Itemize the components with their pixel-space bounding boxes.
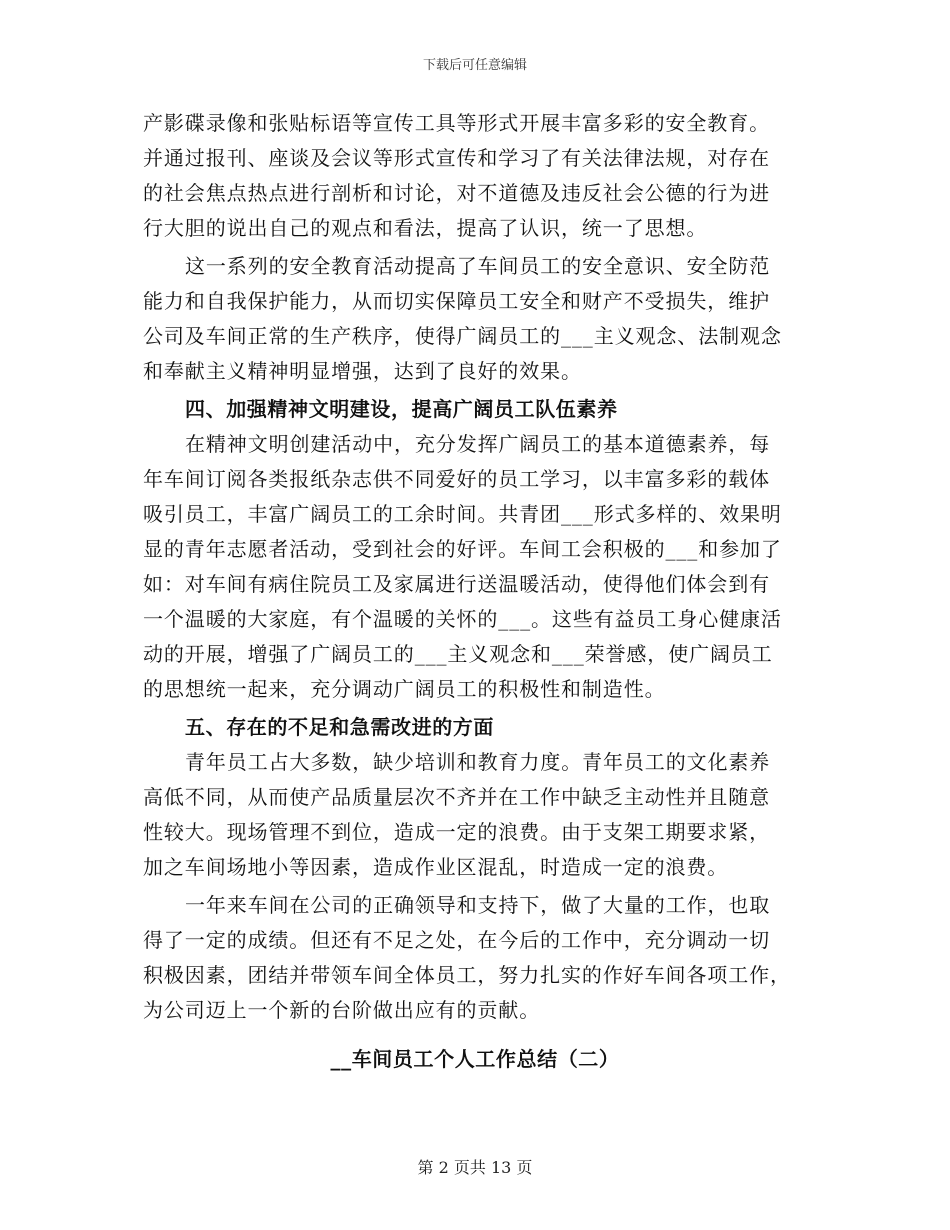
text-line: 这一系列的安全教育活动提高了车间员工的安全意识、安全防范 — [185, 254, 771, 278]
text-line: 显的青年志愿者活动，受到社会的好评。车间工会积极的___和参加了 — [143, 537, 782, 561]
text-line: 并通过报刊、座谈及会议等形式宣传和学习了有关法律法规，对存在 — [143, 146, 770, 170]
text-line: 为公司迈上一个新的台阶做出应有的贡献。 — [143, 998, 541, 1022]
page-footer: 第 2 页共 13 页 — [417, 1158, 533, 1177]
paragraph-shortcomings — [143, 745, 807, 885]
text-line: 年车间订阅各类报纸杂志供不同爱好的员工学习，以丰富多彩的载体 — [143, 467, 770, 491]
text-line: 一年来车间在公司的正确领导和支持下，做了大量的工作，也取 — [185, 893, 771, 917]
paragraph-spiritual-civilization — [143, 427, 807, 707]
text-line: 如：对车间有病住院员工及家属进行送温暖活动，使得他们体会到有 — [143, 572, 770, 596]
page-header: 下载后可任意编辑 — [422, 58, 527, 73]
text-line: 的思想统一起来，充分调动广阔员工的积极性和制造性。 — [143, 677, 666, 701]
text-line: 加之车间场地小等因素，造成作业区混乱，时造成一定的浪费。 — [143, 855, 729, 879]
text-line: 行大胆的说出自己的观点和看法，提高了认识，统一了思想。 — [143, 216, 708, 240]
text-line: 能力和自我保护能力，从而切实保障员工安全和财产不受损失，维护 — [143, 289, 770, 313]
text-line: 的社会焦点热点进行剖析和讨论，对不道德及违反社会公德的行为进 — [143, 181, 770, 205]
paragraph-safety-education-results — [143, 249, 807, 389]
text-line: 得了一定的成绩。但还有不足之处，在今后的工作中，充分调动一切 — [143, 928, 770, 952]
text-line: 在精神文明创建活动中，充分发挥广阔员工的基本道德素养，每 — [185, 432, 771, 456]
text-line: 一个温暖的大家庭，有个温暖的关怀的___。这些有益员工身心健康活 — [143, 607, 782, 631]
text-line: 吸引员工，丰富广阔员工的工余时间。共青团___形式多样的、效果明 — [143, 502, 782, 526]
text-line: 产影碟录像和张贴标语等宣传工具等形式开展丰富多彩的安全教育。 — [143, 111, 770, 135]
paragraph-safety-education-methods — [143, 106, 807, 246]
section-heading-5: 五、存在的不足和急需改进的方面 — [185, 715, 494, 739]
text-line: 积极因素，团结并带领车间全体员工，努力扎实的作好车间各项工作， — [143, 963, 791, 987]
text-line: 动的开展，增强了广阔员工的___主义观念和___荣誉感，使广阔员工 — [143, 642, 773, 666]
text-line: 性较大。现场管理不到位，造成一定的浪费。由于支架工期要求紧， — [143, 820, 770, 844]
document-body — [143, 106, 807, 1077]
section-heading-4: 四、加强精神文明建设，提高广阔员工队伍素养 — [185, 397, 618, 421]
text-line: 青年员工占大多数，缺少培训和教育力度。青年员工的文化素养 — [185, 750, 771, 774]
paragraph-conclusion — [143, 888, 807, 1028]
text-line: 公司及车间正常的生产秩序，使得广阔员工的___主义观念、法制观念 — [143, 324, 782, 348]
text-line: 和奉献主义精神明显增强，达到了良好的效果。 — [143, 359, 582, 383]
text-line: 高低不同，从而使产品质量层次不齐并在工作中缺乏主动性并且随意 — [143, 785, 770, 809]
document-title: __车间员工个人工作总结（二） — [330, 1047, 620, 1071]
